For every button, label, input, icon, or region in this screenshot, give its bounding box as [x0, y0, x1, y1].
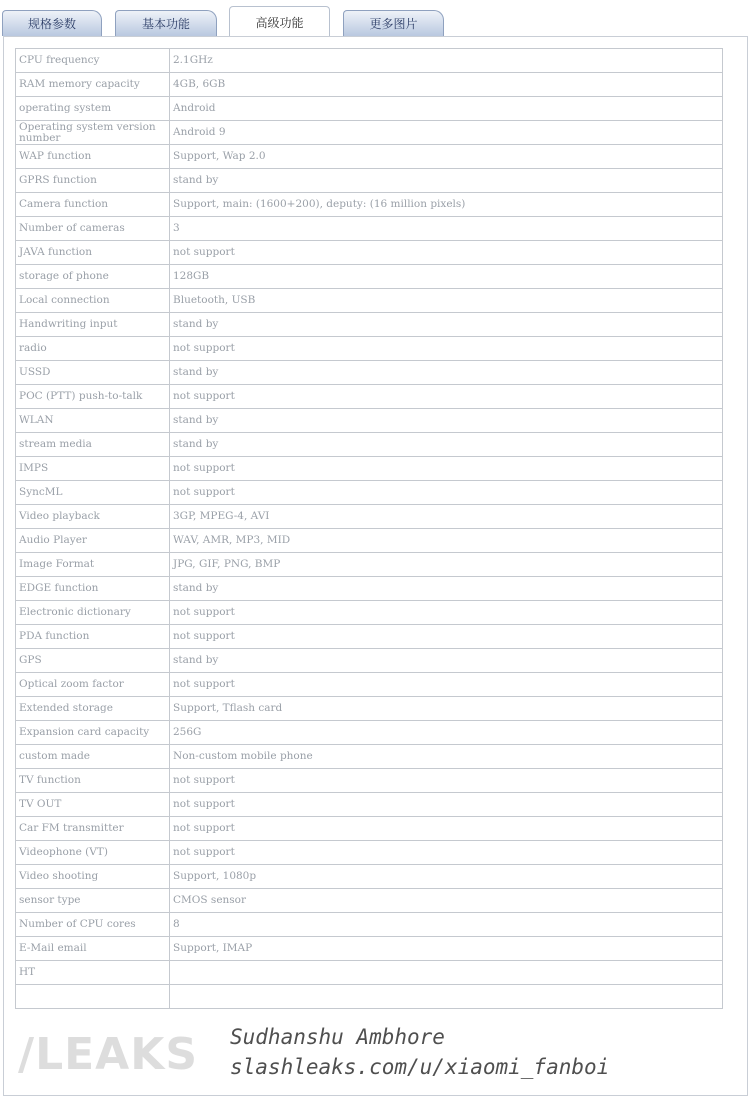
spec-row [16, 289, 723, 313]
spec-row [16, 409, 723, 433]
spec-row [16, 625, 723, 649]
spec-value: not support [170, 769, 723, 793]
spec-row [16, 817, 723, 841]
spec-row [16, 985, 723, 1009]
spec-value: Support, main: (1600+200), deputy: (16 million pixels) [170, 193, 723, 217]
spec-label: PDA function [16, 625, 170, 649]
spec-row [16, 649, 723, 673]
spec-label: Local connection [16, 289, 170, 313]
spec-value: not support [170, 793, 723, 817]
spec-label: Camera function [16, 193, 170, 217]
spec-value: WAV, AMR, MP3, MID [170, 529, 723, 553]
spec-value: not support [170, 385, 723, 409]
spec-row [16, 241, 723, 265]
spec-row [16, 601, 723, 625]
spec-label: custom made [16, 745, 170, 769]
spec-row [16, 841, 723, 865]
spec-label: Image Format [16, 553, 170, 577]
spec-value: not support [170, 457, 723, 481]
spec-row [16, 457, 723, 481]
spec-row [16, 97, 723, 121]
spec-value: not support [170, 481, 723, 505]
spec-value: Support, 1080p [170, 865, 723, 889]
spec-value: stand by [170, 169, 723, 193]
spec-row [16, 169, 723, 193]
spec-label: WLAN [16, 409, 170, 433]
watermark-url: slashleaks.com/u/xiaomi_fanboi [230, 1055, 610, 1079]
spec-row [16, 913, 723, 937]
spec-row [16, 577, 723, 601]
spec-label: JAVA function [16, 241, 170, 265]
spec-value: stand by [170, 313, 723, 337]
spec-row [16, 865, 723, 889]
spec-label: Handwriting input [16, 313, 170, 337]
spec-label [16, 985, 170, 1009]
tab-specifications[interactable]: 规格参数 [2, 10, 102, 36]
spec-value: 8 [170, 913, 723, 937]
spec-value: not support [170, 841, 723, 865]
spec-row [16, 145, 723, 169]
spec-value: 4GB, 6GB [170, 73, 723, 97]
spec-row [16, 481, 723, 505]
tab-basic-functions[interactable]: 基本功能 [115, 10, 217, 36]
spec-row [16, 505, 723, 529]
spec-row [16, 313, 723, 337]
spec-row [16, 745, 723, 769]
spec-label: Car FM transmitter [16, 817, 170, 841]
spec-label: TV OUT [16, 793, 170, 817]
watermark-logo: /LEAKS [18, 1029, 199, 1080]
spec-row [16, 121, 723, 145]
spec-row [16, 193, 723, 217]
spec-label: Number of cameras [16, 217, 170, 241]
spec-label: RAM memory capacity [16, 73, 170, 97]
spec-row [16, 529, 723, 553]
spec-label: Video shooting [16, 865, 170, 889]
spec-label: radio [16, 337, 170, 361]
spec-value [170, 985, 723, 1009]
spec-label: storage of phone [16, 265, 170, 289]
spec-label: EDGE function [16, 577, 170, 601]
spec-value: not support [170, 601, 723, 625]
spec-value: not support [170, 817, 723, 841]
spec-table [15, 48, 723, 1009]
spec-value: stand by [170, 577, 723, 601]
spec-value: not support [170, 241, 723, 265]
spec-value: Non-custom mobile phone [170, 745, 723, 769]
spec-value: 3 [170, 217, 723, 241]
spec-row [16, 337, 723, 361]
spec-label: TV function [16, 769, 170, 793]
spec-label: SyncML [16, 481, 170, 505]
spec-row [16, 553, 723, 577]
spec-row [16, 361, 723, 385]
spec-value: not support [170, 673, 723, 697]
spec-value: 128GB [170, 265, 723, 289]
spec-label: POC (PTT) push-to-talk [16, 385, 170, 409]
spec-label: Expansion card capacity [16, 721, 170, 745]
spec-value: Support, Tflash card [170, 697, 723, 721]
spec-row [16, 961, 723, 985]
spec-label: Audio Player [16, 529, 170, 553]
spec-value: 256G [170, 721, 723, 745]
watermark-author: Sudhanshu Ambhore [230, 1025, 445, 1049]
spec-label: Video playback [16, 505, 170, 529]
spec-row [16, 265, 723, 289]
spec-row [16, 697, 723, 721]
spec-label: Videophone (VT) [16, 841, 170, 865]
spec-value: CMOS sensor [170, 889, 723, 913]
spec-row [16, 793, 723, 817]
spec-label: GPRS function [16, 169, 170, 193]
spec-label: E-Mail email [16, 937, 170, 961]
spec-value: stand by [170, 409, 723, 433]
spec-row [16, 889, 723, 913]
spec-value: 3GP, MPEG-4, AVI [170, 505, 723, 529]
spec-label: HT [16, 961, 170, 985]
spec-label: Electronic dictionary [16, 601, 170, 625]
spec-value: stand by [170, 433, 723, 457]
spec-label: Extended storage [16, 697, 170, 721]
tab-advanced-functions[interactable]: 高级功能 [229, 6, 330, 40]
spec-row [16, 49, 723, 73]
spec-value: Support, IMAP [170, 937, 723, 961]
spec-label: GPS [16, 649, 170, 673]
spec-label: USSD [16, 361, 170, 385]
spec-value: not support [170, 337, 723, 361]
spec-label: WAP function [16, 145, 170, 169]
spec-row [16, 673, 723, 697]
spec-value: 2.1GHz [170, 49, 723, 73]
spec-value: stand by [170, 361, 723, 385]
spec-row [16, 217, 723, 241]
spec-value: stand by [170, 649, 723, 673]
spec-row [16, 73, 723, 97]
spec-label: sensor type [16, 889, 170, 913]
spec-label: CPU frequency [16, 49, 170, 73]
spec-value [170, 961, 723, 985]
tab-more-pictures[interactable]: 更多图片 [343, 10, 444, 36]
spec-row [16, 721, 723, 745]
spec-row [16, 433, 723, 457]
tab-bar [0, 0, 750, 40]
spec-value: Android 9 [170, 121, 723, 145]
spec-label: IMPS [16, 457, 170, 481]
spec-row [16, 769, 723, 793]
spec-value: Bluetooth, USB [170, 289, 723, 313]
spec-label: Number of CPU cores [16, 913, 170, 937]
spec-table-body [16, 49, 723, 1009]
spec-label: operating system [16, 97, 170, 121]
spec-value: Support, Wap 2.0 [170, 145, 723, 169]
spec-label: stream media [16, 433, 170, 457]
spec-value: Android [170, 97, 723, 121]
spec-row [16, 385, 723, 409]
spec-label: Optical zoom factor [16, 673, 170, 697]
spec-row [16, 937, 723, 961]
spec-value: JPG, GIF, PNG, BMP [170, 553, 723, 577]
spec-value: not support [170, 625, 723, 649]
spec-panel [3, 36, 748, 1096]
spec-label: Operating system version number [16, 121, 170, 145]
